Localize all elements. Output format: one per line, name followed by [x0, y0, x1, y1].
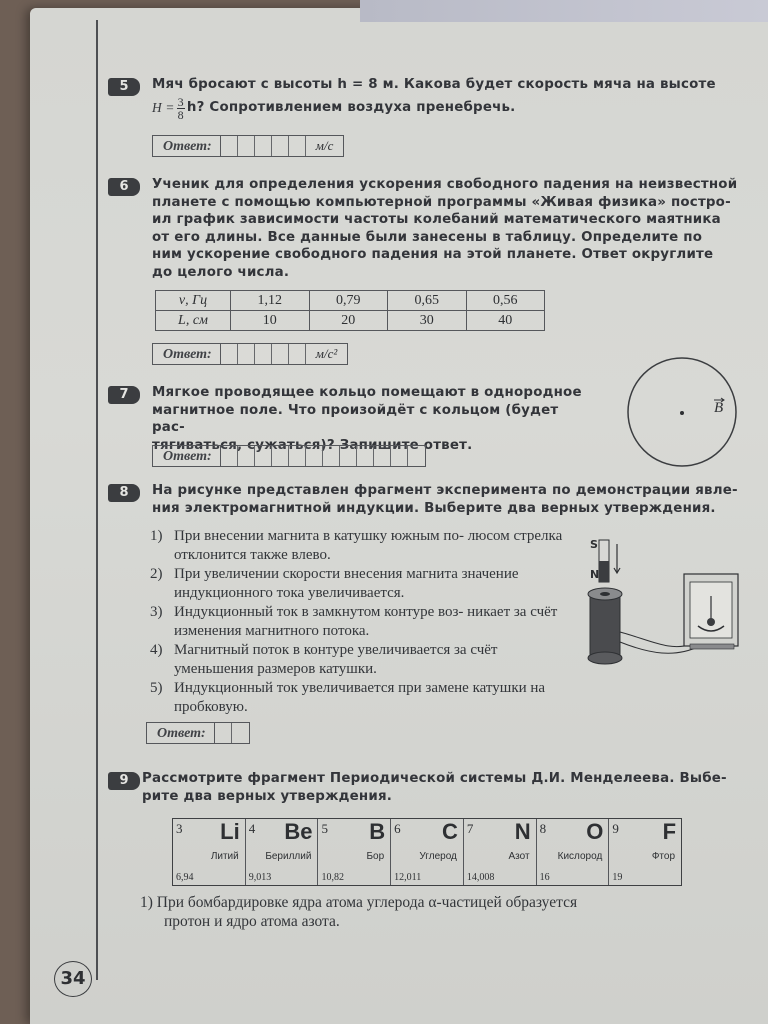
table-header: L, см	[156, 311, 231, 331]
table-cell: 20	[309, 311, 388, 331]
task-9-text	[142, 770, 748, 805]
table-row	[156, 291, 545, 311]
task-7-text	[152, 384, 588, 454]
answer-label: Ответ:	[153, 446, 221, 466]
answer-cell[interactable]	[289, 344, 306, 364]
task-7-line: магнитное поле. Что произойдёт с кольцом (будет рас-	[152, 402, 559, 435]
task-6	[108, 176, 748, 281]
task-9-line: рите два верных утверждения.	[142, 788, 393, 804]
answer-cell[interactable]	[221, 344, 238, 364]
task-number-badge: 9	[108, 772, 140, 790]
answer-cell[interactable]	[306, 446, 323, 466]
answer-cell[interactable]	[289, 446, 306, 466]
answer-cell[interactable]	[215, 723, 232, 743]
task-5-line-1: Мяч бросают с высоты h = 8 м. Какова будет скорость мяча на высоте	[152, 77, 716, 92]
task-9-option-1	[140, 893, 750, 931]
task-8	[108, 482, 748, 517]
answer-cell[interactable]	[255, 136, 272, 156]
answer-unit: м/с²	[315, 346, 338, 361]
table-cell: 1,12	[231, 291, 310, 311]
table-cell: 30	[388, 311, 467, 331]
task-8-line: На рисунке представлен фрагмент эксперимента по демонстрации явле-	[152, 483, 738, 498]
answer-cell[interactable]	[221, 446, 238, 466]
answer-cell[interactable]	[408, 446, 425, 466]
answer-cell[interactable]	[255, 446, 272, 466]
answer-cell[interactable]	[232, 723, 249, 743]
induction-experiment-illustration	[580, 532, 745, 672]
task-7-line: тягиваться, сужаться)? Запишите ответ.	[152, 437, 473, 453]
answer-cell[interactable]	[289, 136, 306, 156]
periodic-table-fragment	[172, 818, 682, 886]
list-item: 2) При увеличении скорости внесения магнита значение индукционного тока увеличивается.	[150, 566, 519, 601]
magnet-pole-s: S	[590, 538, 598, 551]
page-number: 34	[54, 961, 92, 997]
fraction	[177, 96, 185, 121]
task-9-line: Рассмотрите фрагмент Периодической системы Д.И. Менделеева. Выбе-	[142, 771, 727, 786]
element-cell: 3 Li Литий 6,94	[173, 819, 246, 885]
table-header: ν, Гц	[156, 291, 231, 311]
task-6-line: планете с помощью компьютерной программы «Живая физика» постро-	[152, 194, 731, 210]
answer-cell[interactable]	[238, 446, 255, 466]
formula-H: H =	[152, 100, 175, 116]
task-number-badge: 8	[108, 484, 140, 502]
answer-cell[interactable]	[391, 446, 408, 466]
answer-unit: м/с	[315, 138, 334, 153]
answer-box-8[interactable]	[146, 722, 250, 744]
task-7-line: Мягкое проводящее кольцо помещают в однородное	[152, 385, 582, 400]
task-number-badge: 7	[108, 386, 140, 404]
answer-label: Ответ:	[153, 344, 221, 364]
answer-cell[interactable]	[323, 446, 340, 466]
element-cell: 4 Be Бериллий 9,013	[246, 819, 319, 885]
coil-galvanometer-icon	[580, 532, 745, 672]
answer-cell[interactable]	[374, 446, 391, 466]
fraction-numerator: 3	[177, 94, 184, 109]
frequency-length-table	[155, 290, 545, 331]
task-8-text	[152, 482, 748, 517]
answer-cell[interactable]	[340, 446, 357, 466]
list-item: 4) Магнитный поток в контуре увеличивается за счёт уменьшения размеров катушки.	[150, 642, 498, 677]
answer-label: Ответ:	[147, 723, 215, 743]
option-line: 1) При бомбардировке ядра атома углерода α-частицей образуется	[140, 894, 578, 911]
fraction-denominator: 8	[177, 107, 184, 122]
answer-cell[interactable]	[238, 344, 255, 364]
answer-cell[interactable]	[221, 136, 238, 156]
task-9	[108, 770, 748, 805]
answer-cell[interactable]	[255, 344, 272, 364]
answer-cell[interactable]	[238, 136, 255, 156]
task-7	[108, 384, 588, 454]
element-cell: 7 N Азот 14,008	[464, 819, 537, 885]
list-item: 1) При внесении магнита в катушку южным по- люсом стрелка отклонится также влево.	[150, 528, 563, 563]
element-cell: 6 C Углерод 12,011	[391, 819, 464, 885]
answer-box-7[interactable]	[152, 445, 426, 467]
task-number-badge: 5	[108, 78, 140, 96]
task-6-line: ним ускорение свободного падения на этой планете. Ответ округлите	[152, 247, 714, 262]
element-cell: 8 O Кислород 16	[537, 819, 610, 885]
page-top-strip	[360, 0, 768, 22]
task-6-line: Ученик для определения ускорения свободного падения на неизвестной	[152, 177, 738, 192]
task-6-line: до целого числа.	[152, 264, 290, 280]
margin-line	[96, 20, 98, 980]
element-cell: 9 F Фтор 19	[612, 819, 677, 883]
task-6-line: ил график зависимости частоты колебаний математического маятника	[152, 212, 721, 227]
task-5	[108, 76, 748, 121]
element-cell: 5 B Бор 10,82	[318, 819, 391, 885]
list-item: 3) Индукционный ток в замкнутом контуре воз- никает за счёт изменения магнитного потока.	[150, 604, 558, 639]
answer-box-6[interactable]	[152, 343, 348, 365]
task-6-text	[152, 176, 748, 281]
list-item: 5) Индукционный ток увеличивается при замене катушки на пробковую.	[150, 680, 546, 715]
table-cell: 0,79	[309, 291, 388, 311]
task-8-line: ния электромагнитной индукции. Выберите два верных утверждения.	[152, 500, 716, 516]
magnetic-field-ring-diagram	[626, 356, 738, 468]
answer-cell[interactable]	[272, 136, 289, 156]
magnet-pole-n: N	[590, 568, 600, 581]
table-cell: 0,65	[388, 291, 467, 311]
option-line: протон и ядро атома азота.	[164, 913, 340, 930]
task-5-text	[152, 76, 748, 121]
answer-cell[interactable]	[357, 446, 374, 466]
task-5-line-2: h? Сопротивлением воздуха пренебречь.	[186, 100, 516, 116]
answer-box-5[interactable]	[152, 135, 344, 157]
answer-cell[interactable]	[272, 344, 289, 364]
task-number-badge: 6	[108, 178, 140, 196]
answer-cell[interactable]	[272, 446, 289, 466]
task-6-line: от его длины. Все данные были занесены в таблицу. Определите по	[152, 229, 703, 245]
task-8-options	[150, 527, 570, 717]
table-row	[156, 311, 545, 331]
field-vector-label: B	[714, 400, 724, 416]
answer-label: Ответ:	[153, 136, 221, 156]
table-cell: 40	[466, 311, 545, 331]
table-cell: 10	[231, 311, 310, 331]
table-cell: 0,56	[466, 291, 545, 311]
